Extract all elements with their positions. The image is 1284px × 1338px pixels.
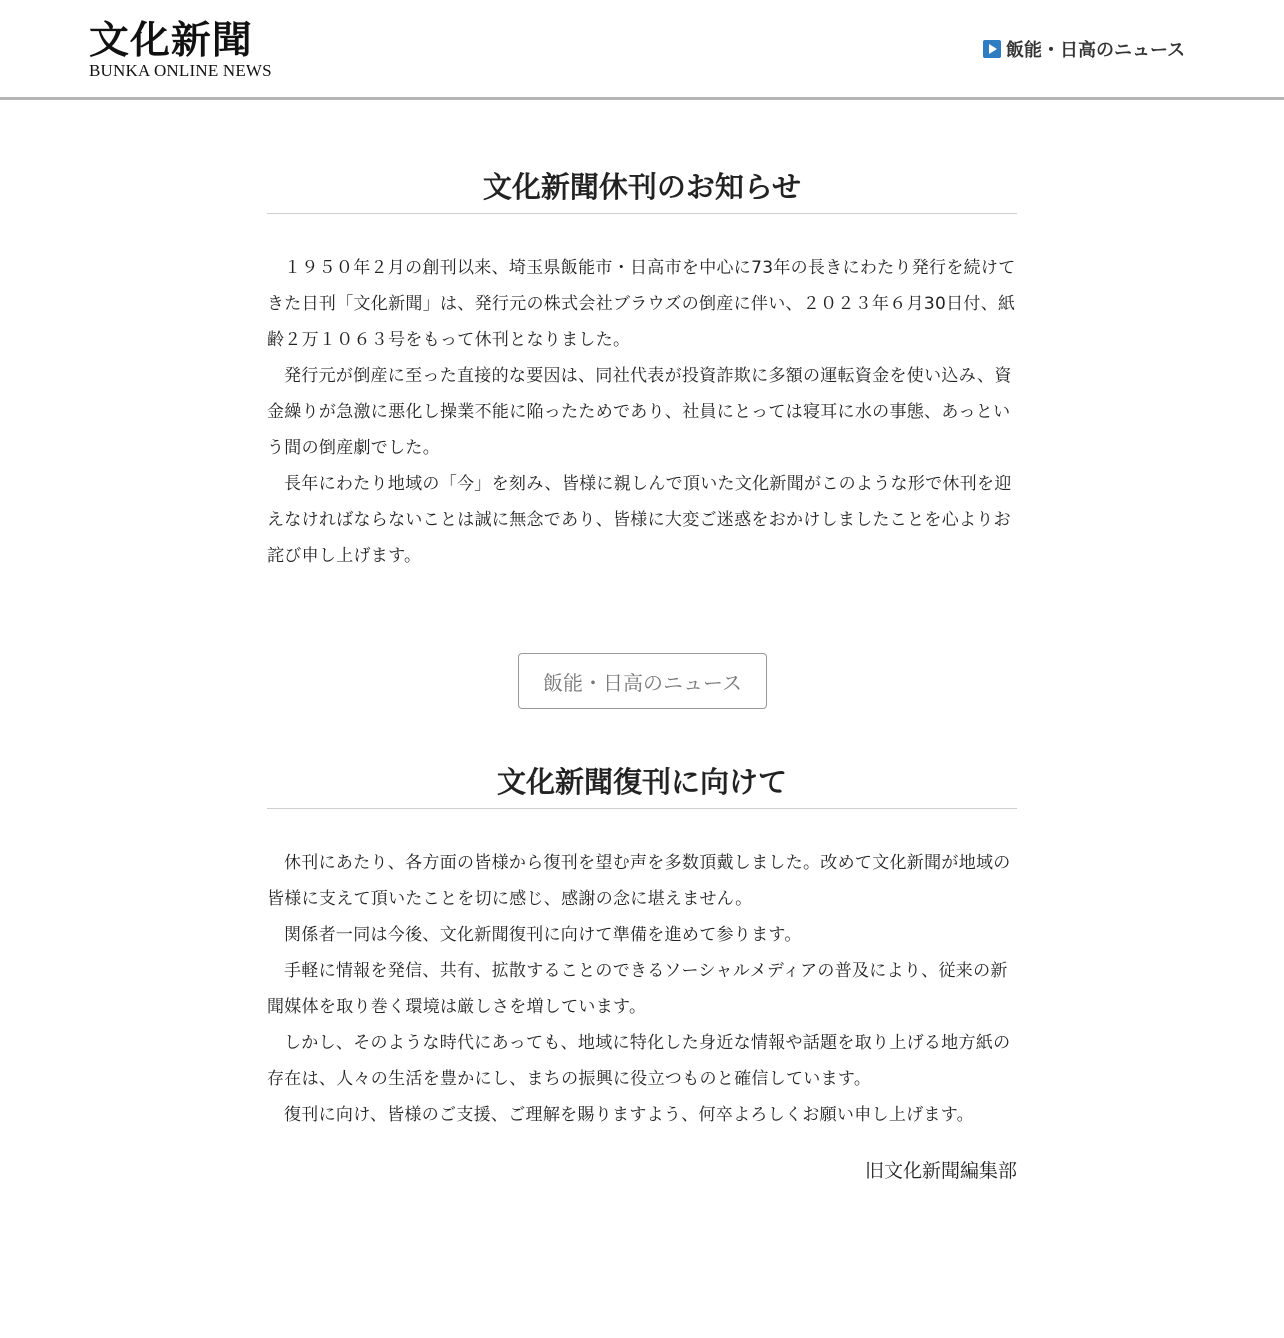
notice-paragraph: 発行元が倒産に至った直接的な要因は、同社代表が投資詐欺に多額の運転資金を使い込み、資金繰りが急激に悪化し操業不能に陥ったためであり、社員にとっては寝耳に水の事態、あっという間の倒産劇でした。 [267,366,1012,458]
revival-paragraph: 関係者一同は今後、文化新聞復刊に向けて準備を進めて参ります。 [284,925,802,945]
signature: 旧文化新聞編集部 [864,1160,1017,1182]
notice-title: 文化新聞休刊のお知らせ [267,167,1017,214]
revival-paragraph: 手軽に情報を発信、共有、拡散することのできるソーシャルメディアの普及により、従来の新聞媒体を取り巻く環境は厳しさを増しています。 [267,961,1008,1017]
revival-paragraph: 復刊に向け、皆様のご支援、ご理解を賜りますよう、何卒よろしくお願い申し上げます。 [284,1105,974,1125]
revival-body [267,845,1017,1133]
play-icon [983,40,1001,58]
notice-paragraph: 長年にわたり地域の「今」を刻み、皆様に親しんで頂いた文化新聞がこのような形で休刊を迎えなければならないことは誠に無念であり、皆様に大変ご迷惑をおかけしましたことを心よりお詫び申し上げます。 [267,474,1012,566]
logo-roman: BUNKA ONLINE NEWS [89,61,272,80]
notice-paragraph: １９５０年２月の創刊以来、埼玉県飯能市・日高市を中心に73年の長きにわたり発行を続けてきた日刊「文化新聞」は、発行元の株式会社ブラウズの倒産に伴い、２０２３年６月30日付、紙齢２万１０６３号をもって休刊となりました。 [267,258,1016,350]
revival-paragraph: しかし、そのような時代にあっても、地域に特化した身近な情報や話題を取り上げる地方紙の存在は、人々の生活を豊かにし、まちの振興に役立つものと確信しています。 [267,1033,1011,1089]
news-button[interactable]: 飯能・日高のニュース [518,653,767,709]
logo-kanji: 文化新聞 [89,17,253,62]
revival-title: 文化新聞復刊に向けて [267,762,1017,809]
revival-section [267,762,1017,1187]
revival-paragraph: 休刊にあたり、各方面の皆様から復刊を望む声を多数頂戴しました。改めて文化新聞が地域の皆様に支えて頂いたことを切に感じ、感謝の念に堪えません。 [267,853,1011,909]
notice-section [267,167,1017,574]
header-news-link-label: 飯能・日高のニュース [1006,40,1186,61]
site-header [0,0,1284,100]
site-logo[interactable] [89,18,279,82]
notice-body [267,250,1017,574]
header-news-link[interactable] [983,38,1185,60]
